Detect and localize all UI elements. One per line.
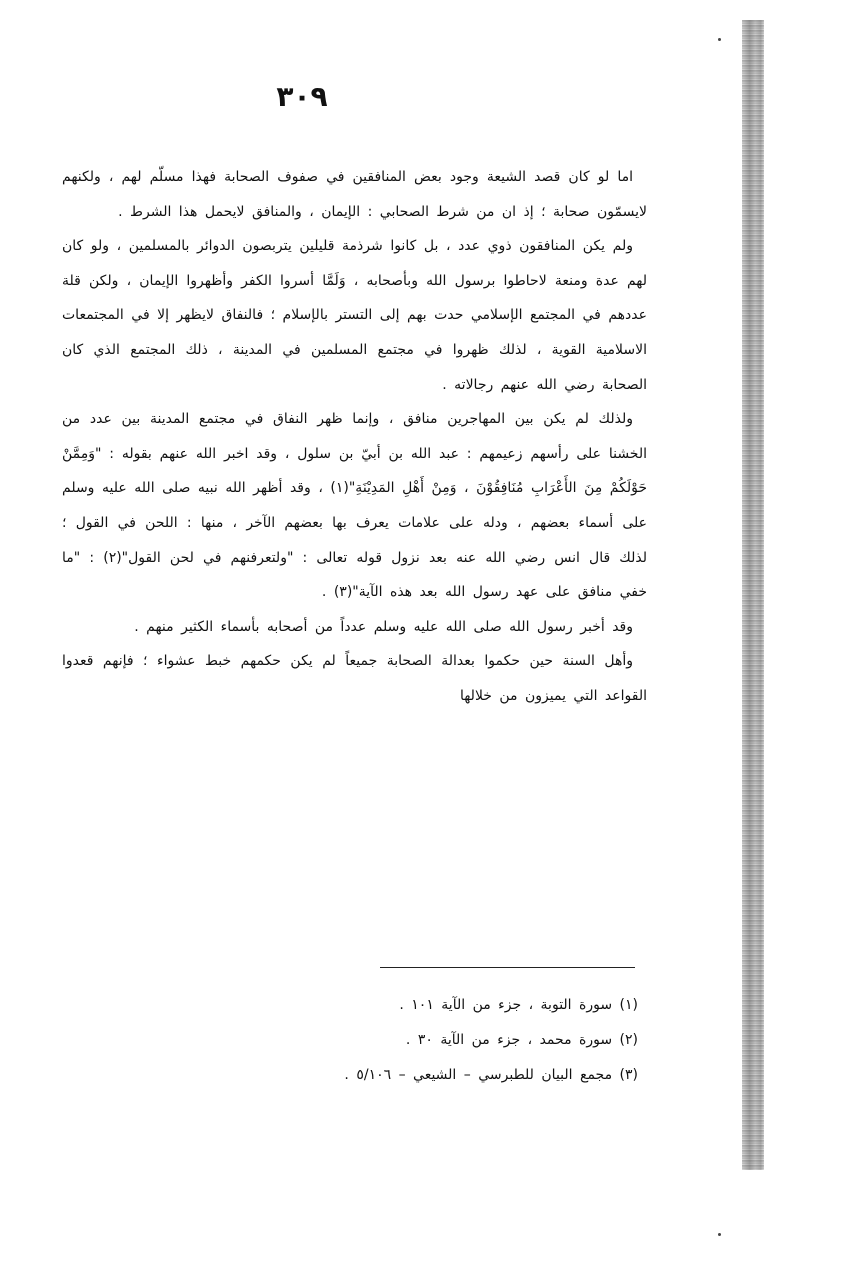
main-text — [62, 160, 647, 714]
book-binding-edge — [742, 20, 764, 1170]
footnote: (٢) سورة محمد ، جزء من الآية ٣٠ . — [405, 1032, 638, 1048]
scan-speck — [718, 1233, 721, 1236]
page-number: ٣٠٩ — [276, 80, 328, 113]
footnote: (١) سورة التوبة ، جزء من الآية ١٠١ . — [399, 997, 638, 1013]
paragraph: ولم يكن المنافقون ذوي عدد ، بل كانوا شرذمة قليلين يتربصون الدوائر بالمسلمين ، ولو كان لهم عدة ومنعة لاحاطوا برسول الله وبأصحابه ، وَلَمَّا أسروا الكفر وأظهروا الإيمان ، ولكن قلة عددهم في المجتمع الإسلامي حدت بهم إلى التستر بالإسلام ؛ فالنفاق لايظهر إلا في المجتمعات الاسلامية القوية ، لذلك ظهروا في مجتمع المسلمين في المدينة ، ذلك المجتمع الذي كان الصحابة رضي الله عنهم رجالاته . — [62, 238, 647, 393]
footnote: (٣) مجمع البيان للطبرسي – الشيعي – ٥/١٠٦ . — [344, 1067, 638, 1083]
paragraph: وأهل السنة حين حكموا بعدالة الصحابة جميعاً لم يكن حكمهم خبط عشواء ؛ فإنهم قعدوا القواعد التي يميزون من خلالها — [62, 653, 647, 704]
scan-speck — [718, 38, 721, 41]
paragraph: ولذلك لم يكن بين المهاجرين منافق ، وإنما ظهر النفاق في مجتمع المدينة بين عدد من الخشنا على رأسهم زعيمهم : عبد الله بن أبيّ بن سلول ، وقد اخبر الله عنهم بقوله : "وَمِمَّنْ حَوْلَكُمْ مِنَ الأَعْرَابِ مُنَافِقُوْنَ ، وَمِنْ أَهْلِ المَدِيْنَةِ"(١) ، وقد أظهر الله نبيه صلى الله عليه وسلم على أسماء بعضهم ، ودله على علامات يعرف بها بعضهم الآخر ، منها : اللحن في القول ؛ لذلك قال انس رضي الله عنه بعد نزول قوله تعالى : "ولتعرفنهم في لحن القول"(٢) : "ما خفي منافق على عهد رسول الله بعد هذه الآية"(٣) . — [62, 411, 647, 601]
footnotes — [150, 988, 638, 1093]
footnote-divider — [380, 967, 635, 968]
paragraph: اما لو كان قصد الشيعة وجود بعض المنافقين في صفوف الصحابة فهذا مسلّم لهم ، ولكنهم لايسمّون صحابة ؛ إذ ان من شرط الصحابي : الإيمان ، والمنافق لايحمل هذا الشرط . — [62, 169, 647, 220]
paragraph: وقد أخبر رسول الله صلى الله عليه وسلم عدداً من أصحابه بأسماء الكثير منهم . — [134, 618, 633, 635]
